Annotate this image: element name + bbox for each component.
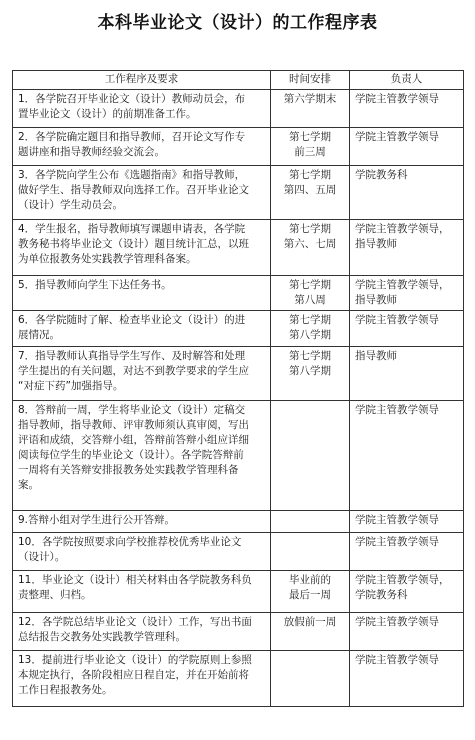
time-cell bbox=[271, 651, 350, 707]
task-line: 7．指导教师认真指导学生写作、及时解答和处理 bbox=[18, 350, 246, 362]
task-cell bbox=[13, 511, 271, 533]
owner-line: 学院主管教学领导， bbox=[355, 223, 450, 235]
task-cell bbox=[13, 311, 271, 347]
table-row bbox=[13, 128, 464, 166]
task-cell bbox=[13, 651, 271, 707]
table-row bbox=[13, 533, 464, 571]
task-line: 学生提出的有关问题，对达不到教学要求的学生应 bbox=[18, 365, 249, 377]
task-cell bbox=[13, 613, 271, 651]
task-cell bbox=[13, 128, 271, 166]
time-line: 第六、七周 bbox=[283, 238, 337, 250]
task-cell bbox=[13, 401, 271, 511]
table-row bbox=[13, 166, 464, 220]
owner-cell bbox=[350, 276, 464, 311]
time-cell bbox=[271, 401, 350, 511]
task-line: （设计）。 bbox=[18, 551, 66, 563]
owner-line: 学院教务科 bbox=[355, 169, 408, 181]
owner-line: 学院主管教学领导 bbox=[355, 616, 439, 628]
owner-cell bbox=[350, 128, 464, 166]
owner-line: 学院主管教学领导 bbox=[355, 654, 439, 666]
task-line: 阅读每位学生的毕业论文（设计）。各学院答辩前 bbox=[18, 449, 244, 461]
task-cell bbox=[13, 220, 271, 276]
time-line: 第七学期 bbox=[289, 279, 331, 291]
time-line: 第七学期 bbox=[289, 314, 331, 326]
time-line: 第八学期 bbox=[289, 365, 331, 377]
task-line: 总结报告交教务处实践教学管理科。 bbox=[18, 631, 186, 643]
owner-cell bbox=[350, 347, 464, 401]
table-row bbox=[13, 613, 464, 651]
owner-cell bbox=[350, 533, 464, 571]
task-line: （设计）学生动员会。 bbox=[18, 199, 123, 211]
task-line: 教务秘书将毕业论文（设计）题目统计汇总，以班 bbox=[18, 238, 249, 250]
time-line: 第四、五周 bbox=[283, 184, 337, 196]
owner-line: 学院主管教学领导， bbox=[355, 279, 450, 291]
owner-line: 学院主管教学领导， bbox=[355, 574, 450, 586]
table-header-row bbox=[13, 71, 464, 90]
time-cell bbox=[271, 90, 350, 128]
time-line: 第六学期末 bbox=[283, 93, 337, 105]
header-owner: 负责人 bbox=[350, 71, 464, 90]
header-task: 工作程序及要求 bbox=[13, 71, 271, 90]
owner-cell bbox=[350, 571, 464, 613]
task-line: 做好学生、指导教师双向选择工作。召开毕业论文 bbox=[18, 184, 249, 196]
owner-cell bbox=[350, 613, 464, 651]
task-line: 6．各学院随时了解、检查毕业论文（设计）的进 bbox=[18, 314, 246, 326]
time-line: 前三周 bbox=[294, 146, 326, 158]
time-cell bbox=[271, 533, 350, 571]
task-line: 3．各学院向学生公布《选题指南》和指导教师， bbox=[18, 169, 246, 181]
task-line: 8．答辩前一周，学生将毕业论文（设计）定稿交 bbox=[18, 404, 246, 416]
owner-cell bbox=[350, 166, 464, 220]
time-cell bbox=[271, 613, 350, 651]
owner-cell bbox=[350, 90, 464, 128]
table-row bbox=[13, 651, 464, 707]
table-row bbox=[13, 276, 464, 311]
time-line: 第八周 bbox=[294, 294, 326, 306]
table-row bbox=[13, 311, 464, 347]
time-line: 最后一周 bbox=[289, 589, 331, 601]
table-row bbox=[13, 90, 464, 128]
table-body bbox=[13, 90, 464, 707]
task-line: 置毕业论文（设计）的前期准备工作。 bbox=[18, 108, 197, 120]
owner-line: 学院主管教学领导 bbox=[355, 536, 439, 548]
time-cell bbox=[271, 571, 350, 613]
time-cell bbox=[271, 311, 350, 347]
task-line: 1．各学院召开毕业论文（设计）教师动员会，布 bbox=[18, 93, 246, 105]
task-line: “对症下药”加强指导。 bbox=[18, 380, 124, 392]
task-cell bbox=[13, 533, 271, 571]
table-row bbox=[13, 347, 464, 401]
table-row bbox=[13, 401, 464, 511]
table-row bbox=[13, 220, 464, 276]
owner-line: 指导教师 bbox=[355, 294, 397, 306]
task-line: 12．各学院总结毕业论文（设计）工作，写出书面 bbox=[18, 616, 252, 628]
task-line: 4．学生报名，指导教师填写课题申请表，各学院 bbox=[18, 223, 246, 235]
time-cell bbox=[271, 276, 350, 311]
task-line: 展情况。 bbox=[18, 329, 60, 341]
task-line: 工作日程报教务处。 bbox=[18, 684, 113, 696]
owner-line: 学院主管教学领导 bbox=[355, 93, 439, 105]
time-line: 第七学期 bbox=[289, 169, 331, 181]
time-line: 第七学期 bbox=[289, 131, 331, 143]
owner-line: 指导教师 bbox=[355, 238, 397, 250]
task-line: 本规定执行，各阶段相应日程自定，并在开始前将 bbox=[18, 669, 249, 681]
header-time: 时间安排 bbox=[271, 71, 350, 90]
time-line: 毕业前的 bbox=[289, 574, 331, 586]
owner-line: 学院主管教学领导 bbox=[355, 514, 439, 526]
task-line: 5．指导教师向学生下达任务书。 bbox=[18, 279, 172, 291]
time-cell bbox=[271, 347, 350, 401]
task-line: 为单位报教务处实践教学管理科备案。 bbox=[18, 253, 197, 265]
task-line: 题讲座和指导教师经验交流会。 bbox=[18, 146, 165, 158]
owner-line: 学院主管教学领导 bbox=[355, 131, 439, 143]
task-line: 案。 bbox=[18, 479, 39, 491]
owner-cell bbox=[350, 511, 464, 533]
time-line: 放假前一周 bbox=[283, 616, 337, 628]
task-line: 11．毕业论文（设计）相关材料由各学院教务科负 bbox=[18, 574, 252, 586]
owner-cell bbox=[350, 311, 464, 347]
task-line: 责整理、归档。 bbox=[18, 589, 92, 601]
owner-line: 学院主管教学领导 bbox=[355, 404, 439, 416]
task-line: 一周将有关答辩安排报教务处实践教学管理科备 bbox=[18, 464, 239, 476]
task-line: 指导教师，指导教师、评审教师须认真审阅，写出 bbox=[18, 419, 249, 431]
time-cell bbox=[271, 128, 350, 166]
task-line: 13．提前进行毕业论文（设计）的学院原则上参照 bbox=[18, 654, 252, 666]
task-cell bbox=[13, 90, 271, 128]
task-line: 评语和成绩，交答辩小组，答辩前答辩小组应详细 bbox=[18, 434, 249, 446]
time-line: 第八学期 bbox=[289, 329, 331, 341]
time-cell bbox=[271, 166, 350, 220]
task-cell bbox=[13, 347, 271, 401]
owner-cell bbox=[350, 401, 464, 511]
task-cell bbox=[13, 276, 271, 311]
task-cell bbox=[13, 571, 271, 613]
table-row bbox=[13, 571, 464, 613]
time-line: 第七学期 bbox=[289, 223, 331, 235]
task-line: 9.答辩小组对学生进行公开答辩。 bbox=[18, 514, 176, 526]
procedure-table bbox=[12, 70, 464, 707]
task-line: 10．各学院按照要求向学校推荐校优秀毕业论文 bbox=[18, 536, 242, 548]
time-line: 第七学期 bbox=[289, 350, 331, 362]
task-line: 2．各学院确定题目和指导教师，召开论文写作专 bbox=[18, 131, 246, 143]
time-cell bbox=[271, 220, 350, 276]
table-row bbox=[13, 511, 464, 533]
owner-cell bbox=[350, 220, 464, 276]
task-cell bbox=[13, 166, 271, 220]
owner-line: 指导教师 bbox=[355, 350, 397, 362]
page-title: 本科毕业论文（设计）的工作程序表 bbox=[97, 13, 378, 33]
owner-cell bbox=[350, 651, 464, 707]
time-cell bbox=[271, 511, 350, 533]
owner-line: 学院教务科 bbox=[355, 589, 408, 601]
owner-line: 学院主管教学领导 bbox=[355, 314, 439, 326]
